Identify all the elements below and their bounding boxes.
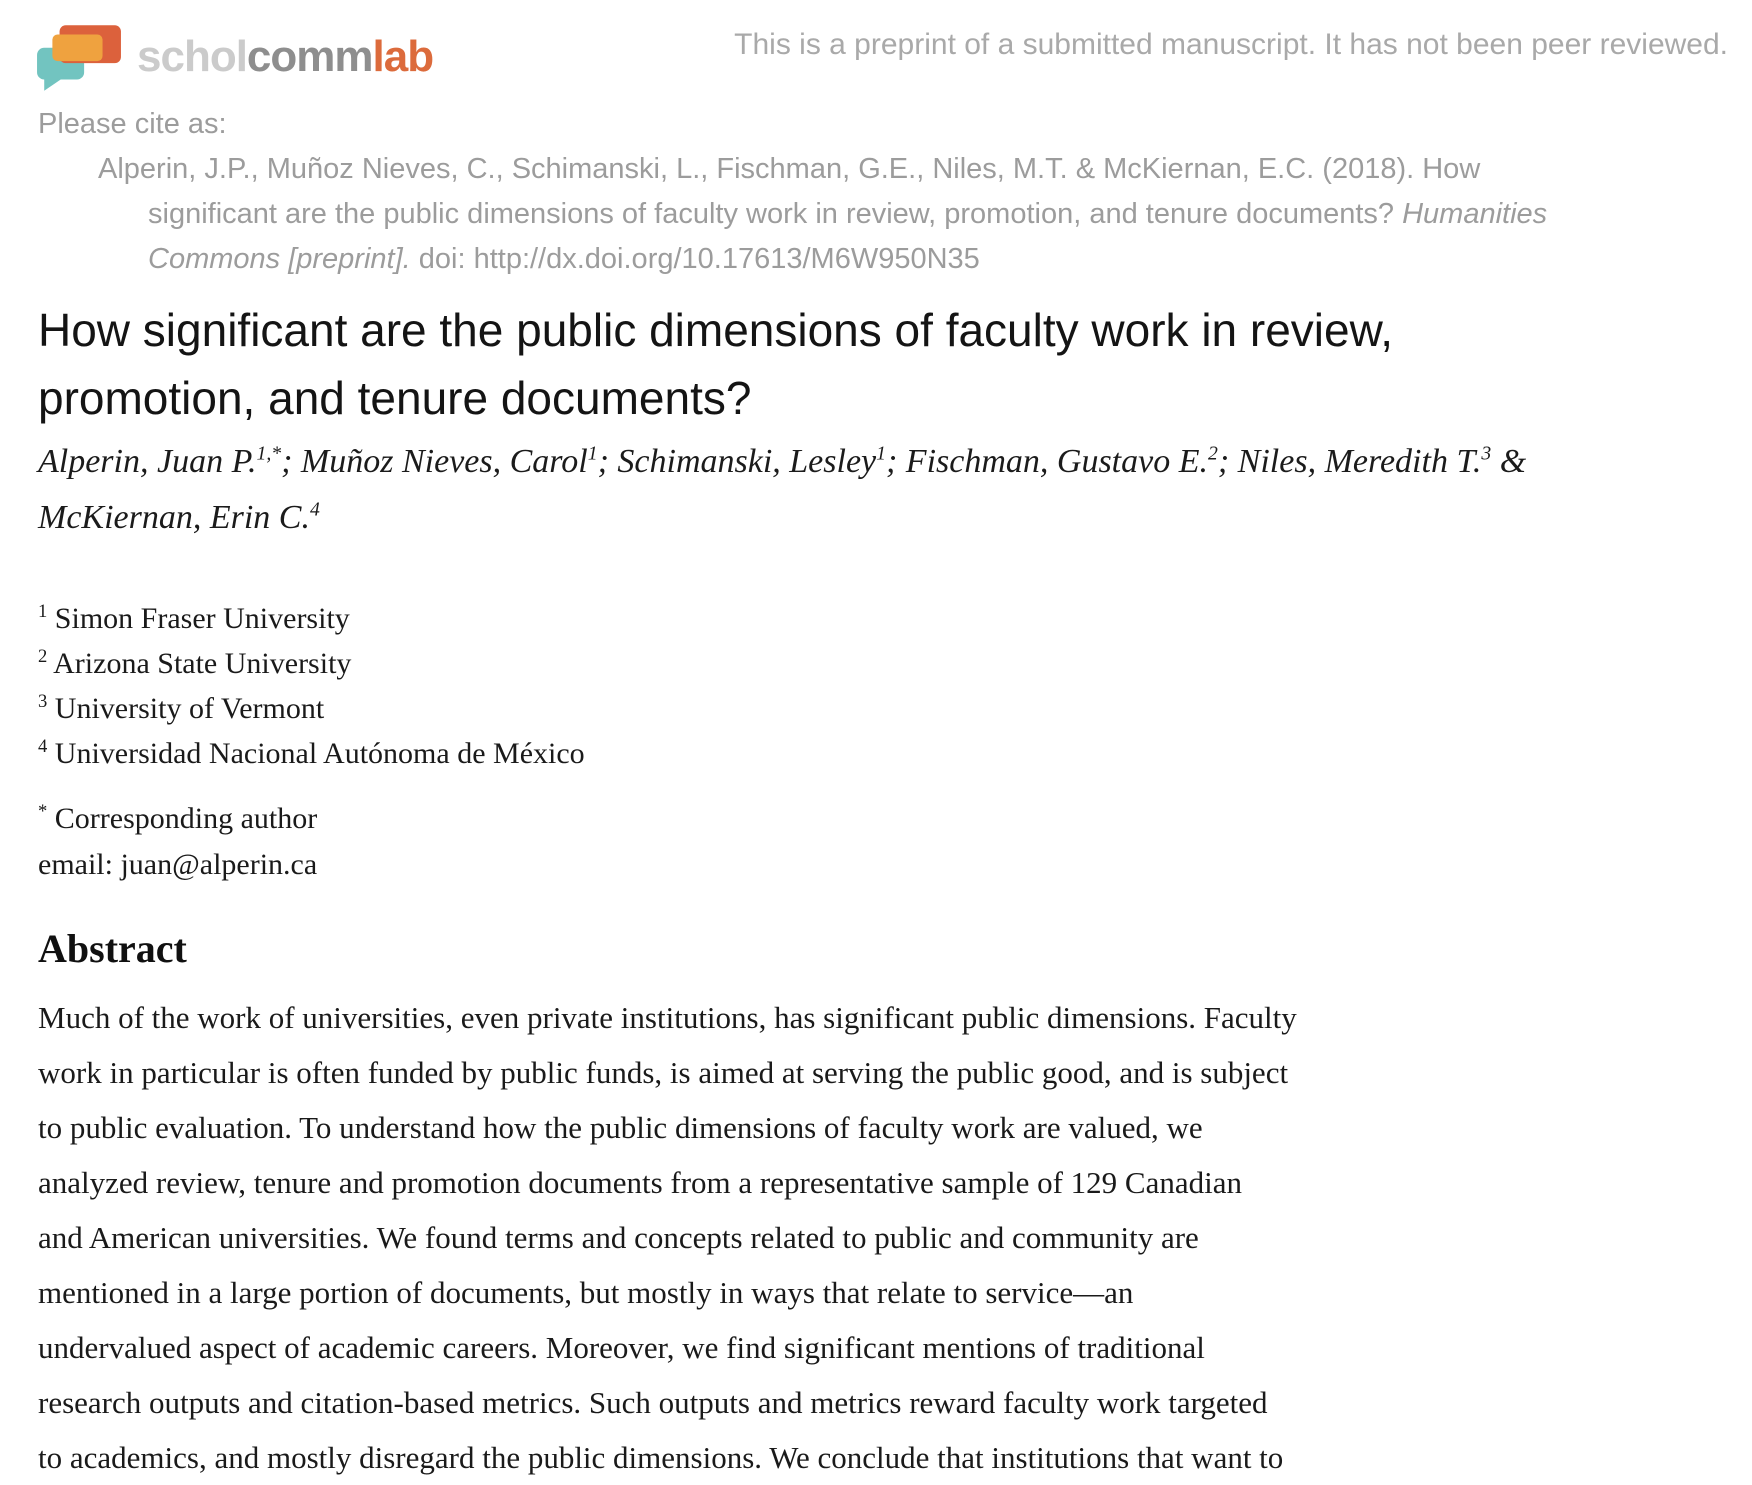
text-segment: Corresponding author (47, 802, 318, 835)
affiliation-2 (38, 641, 1722, 686)
superscript: 1,* (256, 442, 282, 465)
speech-bubbles-icon (35, 22, 123, 92)
abstract-line: to public evaluation. To understand how the public dimensions of faculty work are valued, we (38, 1110, 1203, 1145)
superscript: 4 (38, 736, 48, 757)
text-segment: Humanities (1402, 198, 1548, 230)
citation-line-2 (38, 192, 1732, 237)
text-segment: ; Fischman, Gustavo E. (885, 443, 1208, 480)
text-segment: ; Schimanski, Lesley (597, 443, 877, 480)
superscript: 1 (587, 442, 598, 465)
cite-label: Please cite as: (38, 108, 227, 140)
abstract-line: to academics, and mostly disregard the public dimensions. We conclude that institutions that want to (38, 1440, 1284, 1475)
text-segment: Commons [preprint]. (148, 243, 411, 275)
corresponding-author-note (38, 796, 1722, 842)
paper-title-line: promotion, and tenure documents? (38, 372, 752, 424)
paper-title (38, 296, 1722, 432)
superscript: 2 (1208, 442, 1218, 465)
text-segment: Simon Fraser University (47, 602, 350, 635)
superscript: 1 (38, 601, 48, 622)
abstract-paragraph (38, 990, 1732, 1485)
logo-wordmark (137, 22, 433, 92)
abstract-line: mentioned in a large portion of documents, but mostly in ways that relate to service—an (38, 1275, 1134, 1310)
abstract-line: analyzed review, tenure and promotion documents from a representative sample of 129 Canadian (38, 1165, 1242, 1200)
text-segment: ; Muñoz Nieves, Carol (281, 443, 588, 480)
text-segment: Alperin, J.P., Muñoz Nieves, C., Schimanski, L., Fischman, G.E., Niles, M.T. & McKiernan, E.C. (2018). How (98, 153, 1481, 185)
authors-block (38, 434, 1722, 546)
abstract-line: and American universities. We found terms and concepts related to public and community are (38, 1220, 1199, 1255)
logo-word-schol: schol (137, 32, 247, 81)
superscript: * (38, 801, 48, 822)
text-segment: Arizona State University (47, 647, 352, 680)
text-segment: Universidad Nacional Autónoma de México (47, 737, 585, 770)
affiliation-1 (38, 596, 1722, 641)
authors-line-2 (38, 490, 1722, 546)
superscript: 1 (876, 442, 886, 465)
abstract-line: Much of the work of universities, even private institutions, has significant public dimensions. Faculty (38, 1000, 1297, 1035)
text-segment: McKiernan, Erin C. (38, 499, 310, 536)
authors-line-1 (38, 434, 1722, 490)
affiliations-block (38, 596, 1722, 776)
citation-block (38, 102, 1732, 282)
superscript: 4 (309, 498, 320, 521)
preprint-notice: This is a preprint of a submitted manuscript. It has not been peer reviewed. (734, 28, 1728, 61)
abstract-heading: Abstract (38, 926, 187, 971)
paper-title-line: How significant are the public dimensions of faculty work in review, (38, 304, 1394, 356)
text-segment: significant are the public dimensions of faculty work in review, promotion, and tenure documents? (148, 198, 1403, 230)
text-segment: University of Vermont (47, 692, 325, 725)
text-segment: & (1491, 443, 1527, 480)
citation-line-3 (38, 237, 1732, 282)
text-segment: doi: http://dx.doi.org/10.17613/M6W950N35 (410, 243, 980, 275)
superscript: 2 (38, 646, 48, 667)
corresponding-block (38, 796, 1722, 888)
corresponding-email: email: juan@alperin.ca (38, 848, 318, 881)
text-segment: ; Niles, Meredith T. (1217, 443, 1482, 480)
logo-word-lab: lab (372, 32, 434, 81)
abstract-line: research outputs and citation-based metrics. Such outputs and metrics reward faculty work targeted (38, 1385, 1268, 1420)
affiliation-4 (38, 731, 1722, 776)
citation-line-1 (38, 147, 1732, 192)
logo-word-comm: comm (246, 32, 373, 81)
superscript: 3 (1481, 442, 1492, 465)
scholcommlab-logo (35, 22, 433, 92)
text-segment: Alperin, Juan P. (38, 443, 257, 480)
abstract-line: undervalued aspect of academic careers. Moreover, we find significant mentions of traditional (38, 1330, 1205, 1365)
abstract-line: work in particular is often funded by public funds, is aimed at serving the public good, and is subject (38, 1055, 1289, 1090)
superscript: 3 (38, 691, 48, 712)
page-header (0, 0, 1752, 92)
affiliation-3 (38, 686, 1722, 731)
